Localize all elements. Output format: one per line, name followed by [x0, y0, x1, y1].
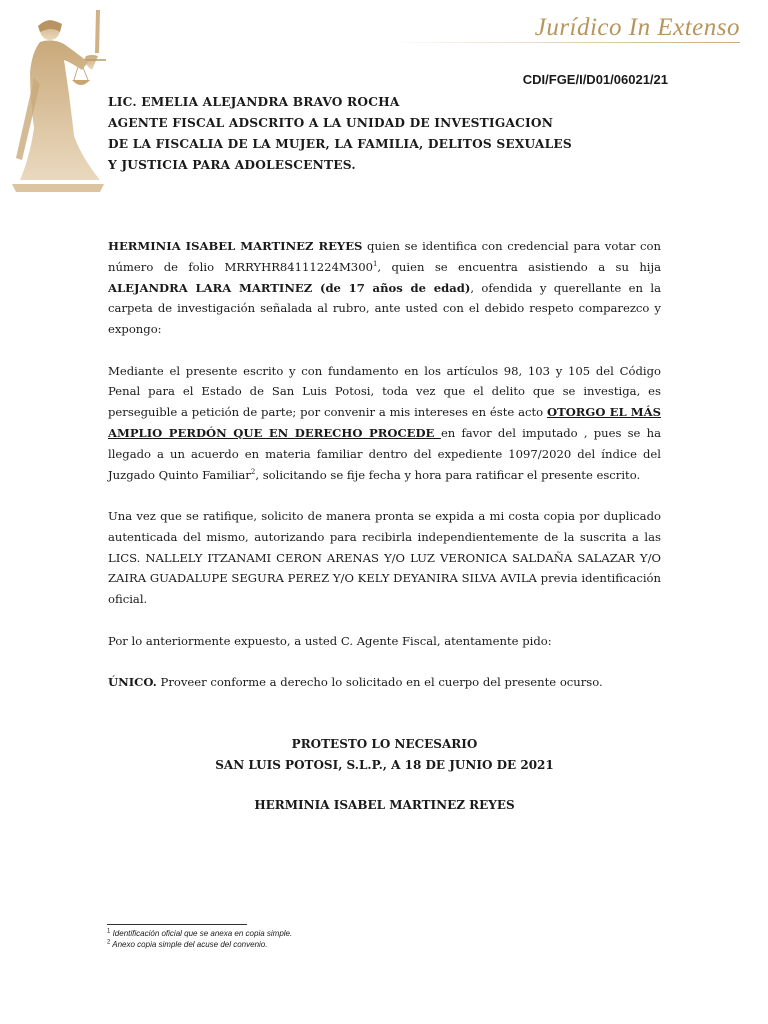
footnote-number: 2 [107, 939, 111, 946]
closing-protest: PROTESTO LO NECESARIO [291, 737, 478, 751]
closing-place-date: SAN LUIS POTOSI, S.L.P., A 18 DE JUNIO DE 2021 [215, 758, 554, 772]
pardon-emphasis: OTORGO EL MÁS AMPLIO PERDÓN QUE EN DERECHO PROCEDE [108, 405, 661, 440]
paragraph-request: Por lo anteriormente expuesto, a usted C. Agente Fiscal, atentamente pido: [108, 633, 552, 648]
addressee-block [108, 92, 572, 176]
footnote-text: Anexo copia simple del acuse del convenio. [110, 940, 268, 949]
lady-justice-logo [8, 8, 108, 198]
footnote-divider [107, 924, 247, 925]
footnote-1 [107, 928, 292, 939]
case-number: CDI/FGE/I/D01/06021/21 [522, 72, 668, 87]
footnote-ref-1[interactable]: 1 [372, 259, 378, 268]
pardon-text-1: Mediante el presente escrito y con fundamento en los artículos 98, 103 y 105 del Código Penal para el Estado de San Luis Potosi, toda vez que el delito que se investiga, es perseguible a petición de parte; por convenir a mis intereses en éste acto [108, 363, 661, 420]
footnote-2 [107, 939, 292, 950]
addressee-line: LIC. EMELIA ALEJANDRA BRAVO ROCHA [108, 95, 400, 109]
paragraph-authorization: Una vez que se ratifique, solicito de manera pronta se expida a mi costa copia por duplicado autenticada del mismo, autorizando para recibirla independientemente de la suscrita a las LICS. NALLELY ITZANAMI CERON ARENAS Y/O LUZ VERONICA SALDAÑA SALAZAR Y/O ZAIRA GUADALUPE SEGURA PEREZ Y/O KELY DEYANIRA SILVA AVILA previa identificación oficial. [108, 508, 661, 607]
paragraph-intro [108, 236, 661, 340]
minor-name: ALEJANDRA LARA MARTINEZ (de 17 años de edad) [108, 280, 471, 295]
signature-name: HERMINIA ISABEL MARTINEZ REYES [254, 798, 515, 812]
pardon-text-2: en favor del imputado , pues se ha llegado a un acuerdo en materia familiar dentro del expediente 1097/2020 del índice del Juzgado Quinto Familiar [108, 425, 661, 482]
intro-text-1: quien se identifica con credencial para votar con número de folio MRRYHR84111224M300 [108, 239, 661, 274]
footnote-ref-2[interactable]: 2 [250, 467, 256, 476]
petitioner-name: HERMINIA ISABEL MARTINEZ REYES [108, 239, 363, 253]
pardon-text-3: , solicitando se fije fecha y hora para ratificar el presente escrito. [255, 467, 641, 482]
brand-underline [390, 42, 740, 43]
document-body [108, 236, 661, 713]
intro-text-2: , quien se encuentra asistiendo a su hija [377, 259, 662, 274]
footnote-number: 1 [107, 928, 111, 935]
footnotes [107, 928, 292, 950]
paragraph-pardon [108, 361, 661, 486]
brand-title: Jurídico In Extenso [534, 14, 740, 41]
unico-label: ÚNICO. [108, 674, 157, 689]
intro-text-3: , ofendida y querellante en la carpeta de investigación señalada al rubro, ante usted con el debido respeto comparezco y expongo: [108, 280, 661, 337]
addressee-line: AGENTE FISCAL ADSCRITO A LA UNIDAD DE INVESTIGACION [108, 116, 554, 130]
unico-text: Proveer conforme a derecho lo solicitado en el cuerpo del presente ocurso. [156, 674, 603, 689]
footnote-text: Identificación oficial que se anexa en copia simple. [110, 929, 293, 938]
paragraph-unico [108, 672, 661, 693]
addressee-line: Y JUSTICIA PARA ADOLESCENTES. [108, 158, 356, 172]
addressee-line: DE LA FISCALIA DE LA MUJER, LA FAMILIA, DELITOS SEXUALES [108, 137, 572, 151]
closing-block [108, 734, 661, 776]
